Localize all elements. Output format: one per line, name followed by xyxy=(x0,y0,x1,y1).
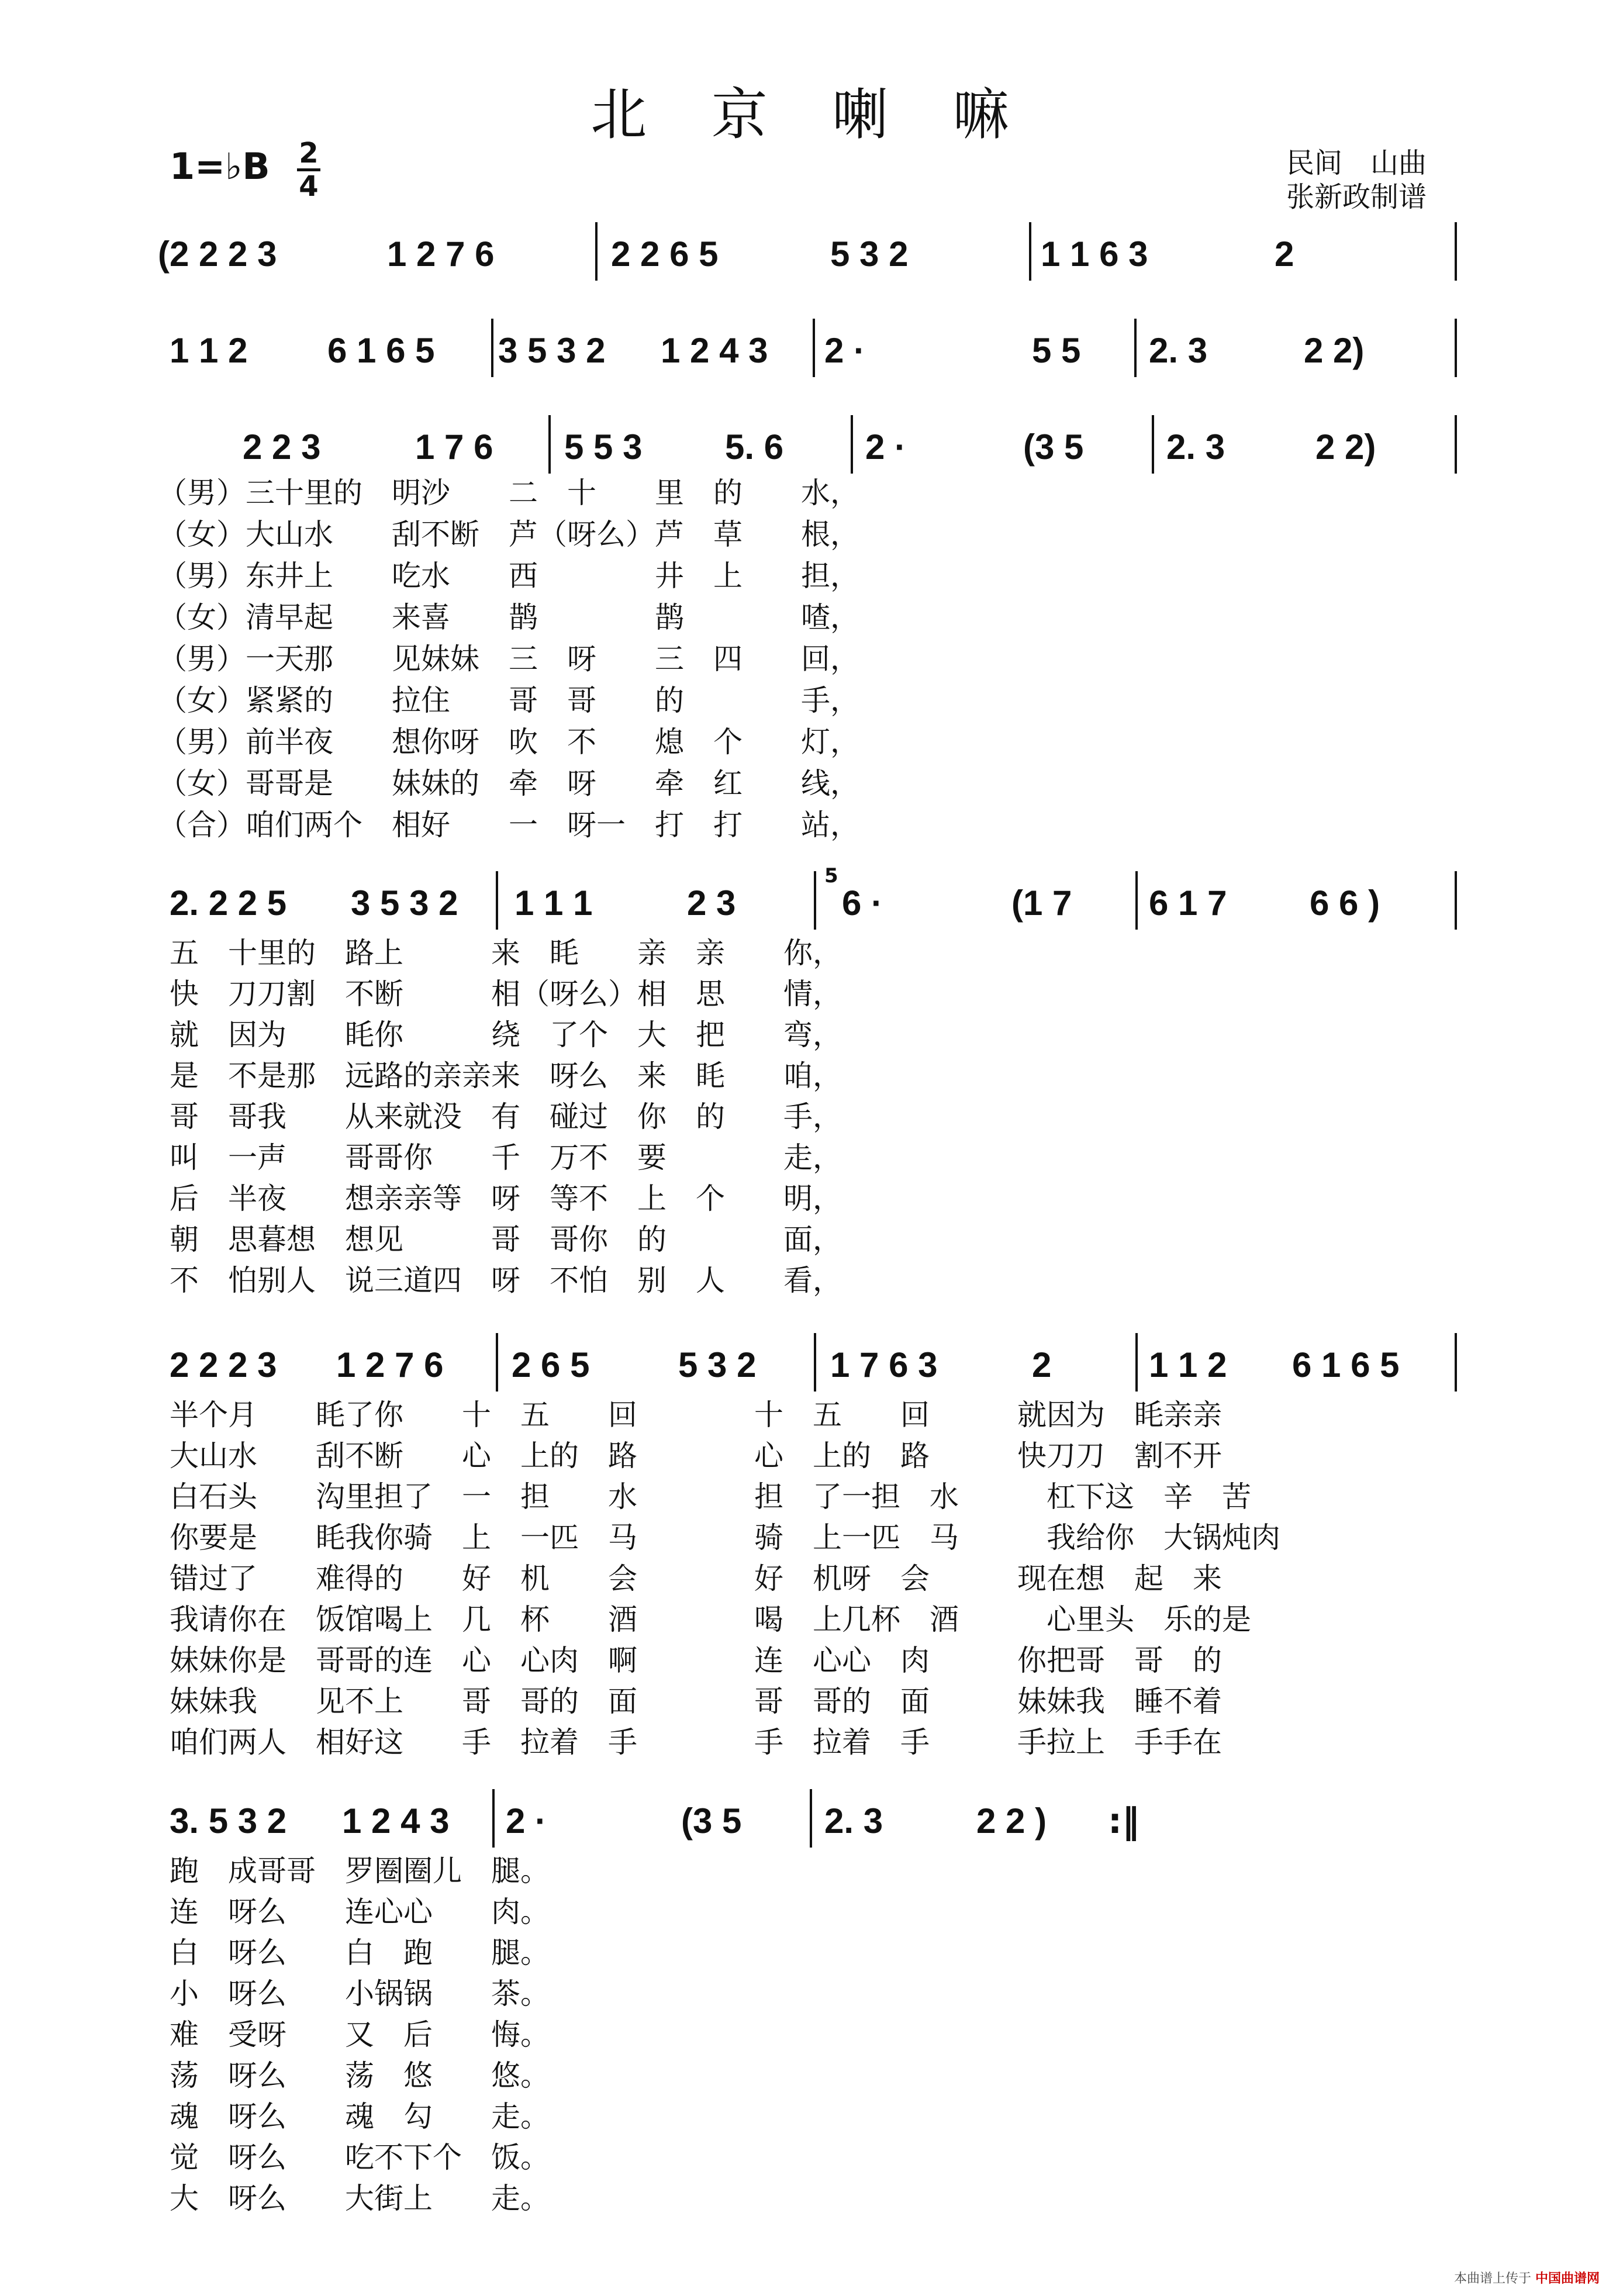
note-group: (3 5 xyxy=(681,1801,742,1841)
note-group: 2 3 xyxy=(687,883,736,923)
note-group: 6 1 6 5 xyxy=(327,331,435,370)
lyric-line: 小 呀么 小锅锅 茶。 xyxy=(170,1977,550,2011)
lyric-line: 跑 成哥哥 罗圈圈儿 腿。 xyxy=(170,1854,550,1888)
note-group: 1 7 6 xyxy=(415,427,493,467)
lyric-line: 连 呀么 连心心 肉。 xyxy=(170,1895,550,1929)
note-group: 1 2 4 3 xyxy=(661,331,768,370)
note-group: 2 2 ) xyxy=(976,1801,1047,1841)
note-group: 2 2) xyxy=(1304,331,1365,370)
page-title: 北 京 喇 嘛 xyxy=(591,82,1032,147)
lyric-line: （男）三十里的 明沙 二 十 里 的 水， xyxy=(158,476,859,510)
note-group: 5 5 xyxy=(1032,331,1081,370)
note-group: 2. 2 2 5 xyxy=(170,883,287,923)
lyric-line: 觉 呀么 吃不下个 饭。 xyxy=(170,2140,550,2174)
lyric-line: （合）咱们两个 相好 一 呀一 打 打 站， xyxy=(158,808,859,842)
note-group: 2 6 5 xyxy=(512,1345,590,1384)
footer-upload-text: 本曲谱上传于 xyxy=(1453,2271,1531,2286)
note-group: 5 3 2 xyxy=(678,1345,757,1384)
lyric-line: 错过了 难得的 好 机 会 好 机呀 会 现在想 起 来 xyxy=(170,1562,1222,1596)
verse-4 xyxy=(170,1850,550,2219)
lyric-line: 朝 思暮想 想见 哥 哥你 的 面， xyxy=(170,1223,842,1256)
lyric-line: 咱们两人 相好这 手 拉着 手 手 拉着 手 手拉上 手手在 xyxy=(170,1725,1222,1759)
note-group: 3 5 3 2 xyxy=(351,883,458,923)
note-group: 2 · xyxy=(865,427,907,467)
lyric-line: 后 半夜 想亲亲等 呀 等不 上 个 明， xyxy=(170,1182,842,1216)
note-group: 2 xyxy=(1275,234,1294,274)
lyric-line: 不 怕别人 说三道四 呀 不怕 别 人 看， xyxy=(170,1263,842,1297)
grace-note: 5 xyxy=(824,864,838,888)
lyric-line: 是 不是那 远路的亲亲来 呀么 来 眊 咱， xyxy=(170,1059,842,1093)
lyric-line: 魂 呀么 魂 勾 走。 xyxy=(170,2100,550,2133)
lyric-line: 大 呀么 大街上 走。 xyxy=(170,2181,550,2215)
footer xyxy=(1454,2269,1600,2287)
note-group: 6 · xyxy=(842,883,883,923)
note-group: 2 2 6 5 xyxy=(611,234,719,274)
lyric-line: （男）一天那 见妹妹 三 呀 三 四 回， xyxy=(158,642,859,676)
note-group: 1 1 1 xyxy=(514,883,593,923)
lyric-line: 白石头 沟里担了 一 担 水 担 了一担 水 杠下这 辛 苦 xyxy=(170,1480,1251,1514)
note-group: 1 1 2 xyxy=(170,331,248,370)
credit-arranger: 张新政制谱 xyxy=(1286,181,1427,213)
note-group: 5 3 2 xyxy=(830,234,909,274)
lyric-line: （男）东井上 吃水 西 井 上 担， xyxy=(158,559,859,593)
lyric-line: 叫 一声 哥哥你 千 万不 要 走， xyxy=(170,1141,842,1175)
note-group: 2 2 2 3 xyxy=(170,1345,277,1384)
credit-origin: 民间 山曲 xyxy=(1286,147,1427,179)
note-group: 3. 5 3 2 xyxy=(170,1801,287,1841)
note-group: 2 · xyxy=(506,1801,547,1841)
lyric-line: （男）前半夜 想你呀 吹 不 熄 个 灯， xyxy=(158,725,859,759)
note-group: 1 2 4 3 xyxy=(342,1801,450,1841)
lyric-line: 荡 呀么 荡 悠 悠。 xyxy=(170,2059,550,2093)
lyric-line: 五 十里的 路上 来 眊 亲 亲 你， xyxy=(170,936,842,970)
meter-top: 2 xyxy=(299,137,319,170)
note-group: 6 1 7 xyxy=(1149,883,1227,923)
note-group: 1 1 2 xyxy=(1149,1345,1227,1384)
note-group: 1 2 7 6 xyxy=(387,234,495,274)
note-group: 5. 6 xyxy=(725,427,784,467)
footer-site-link[interactable]: 中国曲谱网 xyxy=(1535,2271,1600,2286)
lyric-line: 就 因为 眊你 绕 了个 大 把 弯， xyxy=(170,1018,842,1052)
lyric-line: （女）哥哥是 妹妹的 牵 呀 牵 红 线， xyxy=(158,767,859,800)
lyric-line: 妹妹你是 哥哥的连 心 心肉 啊 连 心心 肉 你把哥 哥 的 xyxy=(170,1644,1222,1677)
lyric-line: 我请你在 饭馆喝上 几 杯 酒 喝 上几杯 酒 心里头 乐的是 xyxy=(170,1603,1251,1636)
meter-bottom: 4 xyxy=(299,170,319,203)
verse-3 xyxy=(170,1394,1280,1763)
note-group: 2 2 3 xyxy=(243,427,321,467)
note-group: 5 5 3 xyxy=(564,427,643,467)
note-group: 2. 3 xyxy=(1166,427,1225,467)
lyric-line: 难 受呀 又 后 悔。 xyxy=(170,2018,550,2052)
lyric-line: （女）紧紧的 拉住 哥 哥 的 手， xyxy=(158,683,859,717)
lyric-line: 大山水 刮不断 心 上的 路 心 上的 路 快刀刀 割不开 xyxy=(170,1439,1222,1473)
note-group: 2 xyxy=(1032,1345,1052,1384)
note-group: 2. 3 xyxy=(1149,331,1208,370)
key-signature: 1=♭B xyxy=(170,145,270,188)
lyric-line: 半个月 眊了你 十 五 回 十 五 回 就因为 眊亲亲 xyxy=(170,1398,1222,1432)
note-group: 1 1 6 3 xyxy=(1041,234,1148,274)
note-group: 1 7 6 3 xyxy=(830,1345,938,1384)
lyric-line: （女）大山水 刮不断 芦（呀么）芦 草 根， xyxy=(158,517,859,551)
note-group: (3 5 xyxy=(1023,427,1084,467)
lyric-line: （女）清早起 来喜 鹊 鹊 喳， xyxy=(158,600,859,634)
lyric-line: 快 刀刀割 不断 相（呀么）相 思 情， xyxy=(170,977,842,1011)
note-group: (1 7 xyxy=(1011,883,1072,923)
lyric-line: 白 呀么 白 跑 腿。 xyxy=(170,1936,550,1970)
lyric-line: 妹妹我 见不上 哥 哥的 面 哥 哥的 面 妹妹我 睡不着 xyxy=(170,1684,1222,1718)
verse-2 xyxy=(170,933,842,1301)
note-group: 1 2 7 6 xyxy=(336,1345,444,1384)
note-group: 6 1 6 5 xyxy=(1292,1345,1400,1384)
note-group: 6 6 ) xyxy=(1310,883,1380,923)
note-group: 2 · xyxy=(824,331,866,370)
note-group: 3 5 3 2 xyxy=(498,331,606,370)
lyric-line: 你要是 眊我你骑 上 一匹 马 骑 上一匹 马 我给你 大锅炖肉 xyxy=(170,1521,1280,1555)
lyric-line: 哥 哥我 从来就没 有 碰过 你 的 手， xyxy=(170,1100,842,1134)
note-group: (2 2 2 3 xyxy=(158,234,277,274)
repeat-end-sign: :‖ xyxy=(1108,1801,1139,1842)
note-group: 2 2) xyxy=(1315,427,1376,467)
note-group: 2. 3 xyxy=(824,1801,883,1841)
time-signature xyxy=(297,139,320,201)
verse-1 xyxy=(158,472,859,846)
